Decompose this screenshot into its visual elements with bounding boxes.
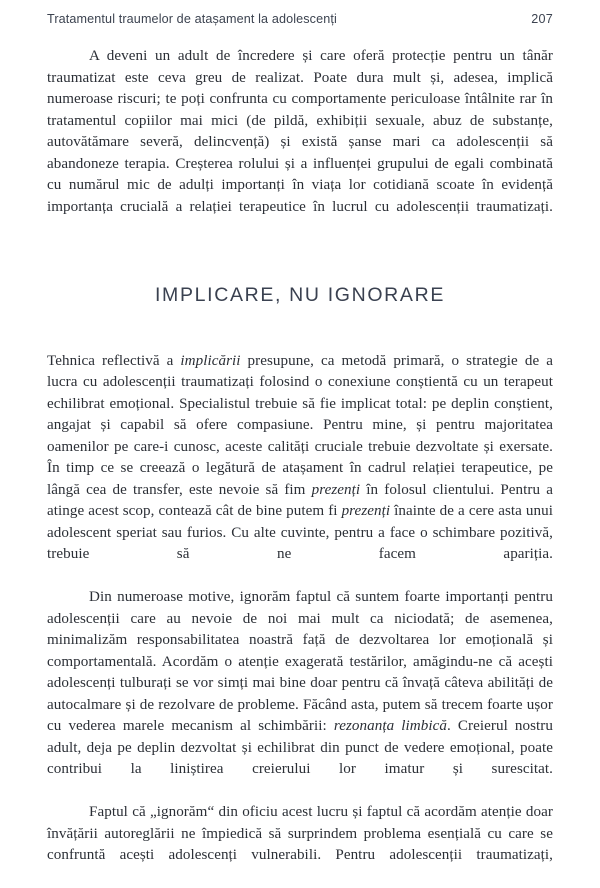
paragraph-4: Faptul că „ignorăm“ din oficiu acest lucru și faptul că acordăm atenție doar învățării autoreglării ne împiedică să surprindem problema esențială cu care se confruntă acești adolescenți vulnerabili. Pentru adolescenții traumatizați, — [47, 804, 553, 863]
paragraph-2-segment-a: Tehnica reflectivă a — [47, 352, 181, 369]
emphasis-rezonanta-limbica: rezonanța limbică — [333, 718, 447, 734]
running-head — [47, 12, 553, 34]
paragraph-1: A deveni un adult de încredere și care oferă protecție pentru un tânăr traumatizat este ceva greu de realizat. Poate dura mult și, adesea, implică numeroase riscuri; te poți confrunta cu comportamente periculoase întâlnite rar în tratamentul copiilor mai mici (de pildă, exhibiții sexuale, abuz de substanțe, autovătămare severă, delincvență) și există șanse mari ca adolescenții să abandoneze terapia. Creșterea rolului și a influenței grupului de egali combinată cu numărul mic de adulți importanți în viața lor cotidiană scoate în evidență importanța crucială a relației terapeutice în lucrul cu adolescenții traumatizați. — [47, 48, 553, 215]
emphasis-implicarii: implicării — [180, 352, 241, 369]
emphasis-prezenti-2: prezenți — [341, 503, 391, 519]
paragraph-2 — [47, 351, 553, 588]
paragraph-2-segment-c: în folosul clientului. Pentru a atinge acest scop, contează cât de bine putem fi — [47, 481, 553, 519]
heading-space-above — [47, 240, 553, 284]
paragraph-2-segment-b: presupune, ca metodă primară, o strategie de a lucra cu adolescenții traumatizați folosind o conexiune conștientă cu un terapeut echilibrat emoțional. Specialistul trebuie să fie implicat total: pe deplin conștient, angajat și capabil să ofere compasiune. Pentru mine, și pentru majoritatea oamenilor pe care-i cunosc, aceste calități cruciale trebuie dezvoltate și exersate. În timp ce se creează o legătură de atașament în cadrul relației terapeutice, pe lângă cea de transfer, este nevoie să fim — [47, 352, 553, 498]
paragraph-2-segment-d: înainte de a cere asta unui adolescent speriat sau furios. Cu alte cuvinte, pentru a face o schimbare pozitivă, trebuie să ne facem apariția. — [47, 503, 553, 562]
paragraph-3-segment-b: . Creierul nostru adult, deja pe deplin dezvoltat și echilibrat din punct de vedere emoțional, poate contribui la liniștirea creierului lor imatur și surescitat. — [47, 718, 553, 777]
section-heading: IMPLICARE, NU IGNORARE — [154, 283, 445, 306]
emphasis-prezenti-1: prezenți — [311, 481, 361, 498]
page-number: 207 — [531, 12, 553, 26]
paragraph-3 — [47, 587, 553, 802]
text-block — [47, 46, 553, 888]
heading-space-below — [47, 307, 553, 351]
running-head-title: Tratamentul traumelor de atașament la adolescenți — [47, 12, 337, 26]
paragraph-3-segment-a: Din numeroase motive, ignorăm faptul că suntem foarte importanți pentru adolescenții care au nevoie de noi mai mult ca niciodată; de asemenea, minimalizăm responsabilitatea noastră față de dezvoltarea lor emoțională și comportamentală. Acordăm o atenție exagerată testărilor, amăgindu-ne că acești adolescenți tulburați se vor simți mai bine doar pentru că învață câteva abilități de autocalmare și de rezolvare de probleme. Făcând asta, putem să trecem foarte ușor cu vederea marele mecanism al schimbării: — [47, 589, 553, 734]
